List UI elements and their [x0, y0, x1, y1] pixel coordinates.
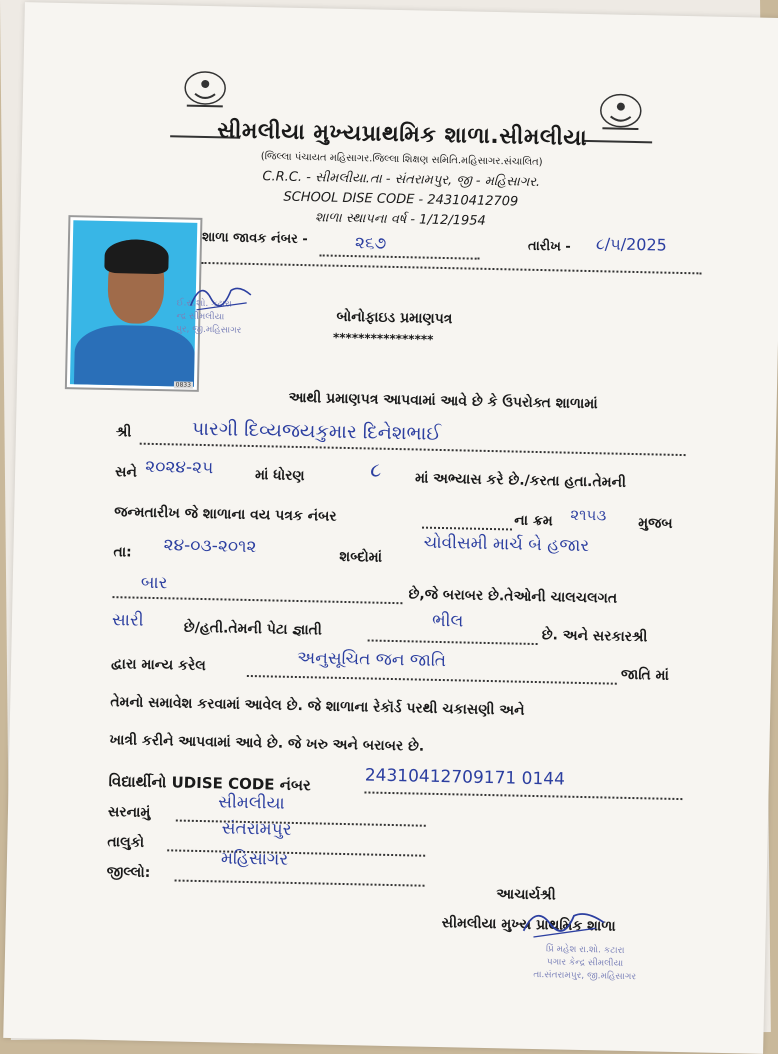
principal-signature [519, 903, 610, 945]
verified-text: ખાત્રી કરીને આપવામાં આવે છે. જે ખરુ અને બરાબર છે. [109, 732, 425, 755]
date-value: ૮/૫/2025 [595, 234, 667, 255]
taluka-label: તાલુકો [107, 834, 145, 851]
category-value: અનુસૂચિત જન જાતિ [297, 648, 447, 672]
udise-line [364, 791, 682, 800]
standard-value: ૮ [369, 457, 382, 482]
district-line [175, 879, 425, 886]
principal-stamp: પ્રિં મહેશ રા.શો. કટારા પગાર કેન્દ્ર સીમલીયા તા.સંતરામપુર, જી.મહિસાગર [533, 944, 637, 983]
gr-value: ૨૧૫૩ [570, 505, 607, 525]
photo-tag: 0833 [175, 381, 192, 389]
studying-text: માં અભ્યાસ કરે છે./કરતા હતા.તેમની [414, 470, 627, 491]
crc-line: C.R.C. - સીમલીયા.તા - સંતરામપુર, જી - મહિસાગર. [262, 169, 541, 190]
recognized-label: દ્વારા માન્ય કરેલ [110, 656, 206, 675]
subcaste-text: છે/હતી.તેમની પેટા જ્ઞાતી [183, 619, 323, 639]
photo-signature [186, 276, 257, 317]
udise-label: વિદ્યાર્થીનો UDISE CODE નંબર [108, 772, 311, 795]
established-line: શાળા સ્થાપના વર્ષ - 1/12/1954 [314, 210, 486, 229]
dob-words-line2: બાર [140, 572, 168, 594]
govt-text: છે. અને સરકારશ્રી [541, 627, 648, 646]
school-name: સીમલીયા મુખ્યપ્રાથમિક શાળા.સીમલીયા [217, 118, 588, 151]
principal-school: સીમલીયા મુખ્ય પ્રાથમિક શાળા [441, 915, 616, 935]
year-value: ૨૦૨૪-૨૫ [145, 456, 214, 479]
address-label: સરનામું [107, 804, 151, 821]
as-per-text: મુજબ [637, 515, 673, 532]
school-subtitle: (જિલ્લા પંચાયત મહિસાગર.જિલ્લા શિક્ષણ સમિતિ.મહિસાગર.સંચાલિત) [260, 151, 543, 169]
words-label: શબ્દોમાં [339, 548, 383, 566]
address-line [176, 819, 426, 826]
udise-value: 24310412709171 0144 [364, 765, 566, 790]
subcaste-line [368, 639, 538, 645]
outward-number-value: ૨૬૭ [354, 233, 387, 254]
certificate-title: બોનોફાઇડ પ્રમાણપત્ર [336, 308, 453, 328]
register-line [422, 527, 512, 531]
included-text: તેમનો સમાવેશ કરવામાં આવેલ છે. જે શાળાના રેકૉર્ડ પરથી ચકાસણી અને [110, 694, 525, 719]
conduct-text: છે,જે બરાબર છે.તેઓની ચાલચલગત [408, 586, 618, 607]
outward-line [320, 254, 480, 259]
district-label: જીલ્લો: [106, 864, 151, 881]
principal-title: આચાર્યશ્રી [496, 886, 556, 904]
district-value: મહિસાગર [220, 848, 289, 870]
caste-suffix: જાતિ માં [620, 666, 670, 684]
address-value: સીમલીયા [218, 792, 285, 814]
subcaste-value: ભીલ [431, 610, 464, 632]
dob-date-label: તા: [113, 544, 132, 561]
words-line [112, 596, 402, 604]
standard-label: માં ધોરણ [254, 467, 305, 485]
student-name: પારગી દિવ્યજયકુમાર દિનેશભાઈ [191, 417, 442, 445]
year-label: સને [114, 464, 138, 481]
gr-label: ના ક્રમ [514, 512, 553, 530]
dob-text: જન્મતારીખ જે શાળાના વય પત્રક નંબર [114, 504, 337, 525]
intro-text: આથી પ્રમાણપત્ર આપવામાં આવે છે કે ઉપરોક્ત શાળામાં [288, 389, 598, 413]
udise-line: SCHOOL DISE CODE - 24310412709 [283, 189, 519, 210]
certificate-paper [3, 2, 778, 1054]
dob-words-line1: ચોવીસમી માર્ચ બે હજાર [423, 532, 590, 557]
dob-value: ૨૪-૦૩-૨૦૧૨ [163, 535, 257, 558]
header-divider [201, 262, 701, 274]
date-label: તારીખ - [527, 238, 571, 255]
emblem-left-icon [175, 67, 236, 112]
title-stars: **************** [332, 330, 434, 347]
taluka-value: સંતરામપુર [221, 818, 292, 840]
taluka-line [167, 849, 425, 856]
category-line [247, 675, 617, 685]
name-line [140, 443, 686, 456]
conduct-value: સારી [111, 610, 144, 631]
outward-number-label: શાળા જાવક નંબર - [201, 229, 308, 248]
photo-stamp: ઈ.રા.શો. કટારા ન્દ્ર સીમલીયા પુર, જી.મહિસાગર [176, 298, 242, 336]
shri-label: શ્રી [115, 424, 132, 441]
